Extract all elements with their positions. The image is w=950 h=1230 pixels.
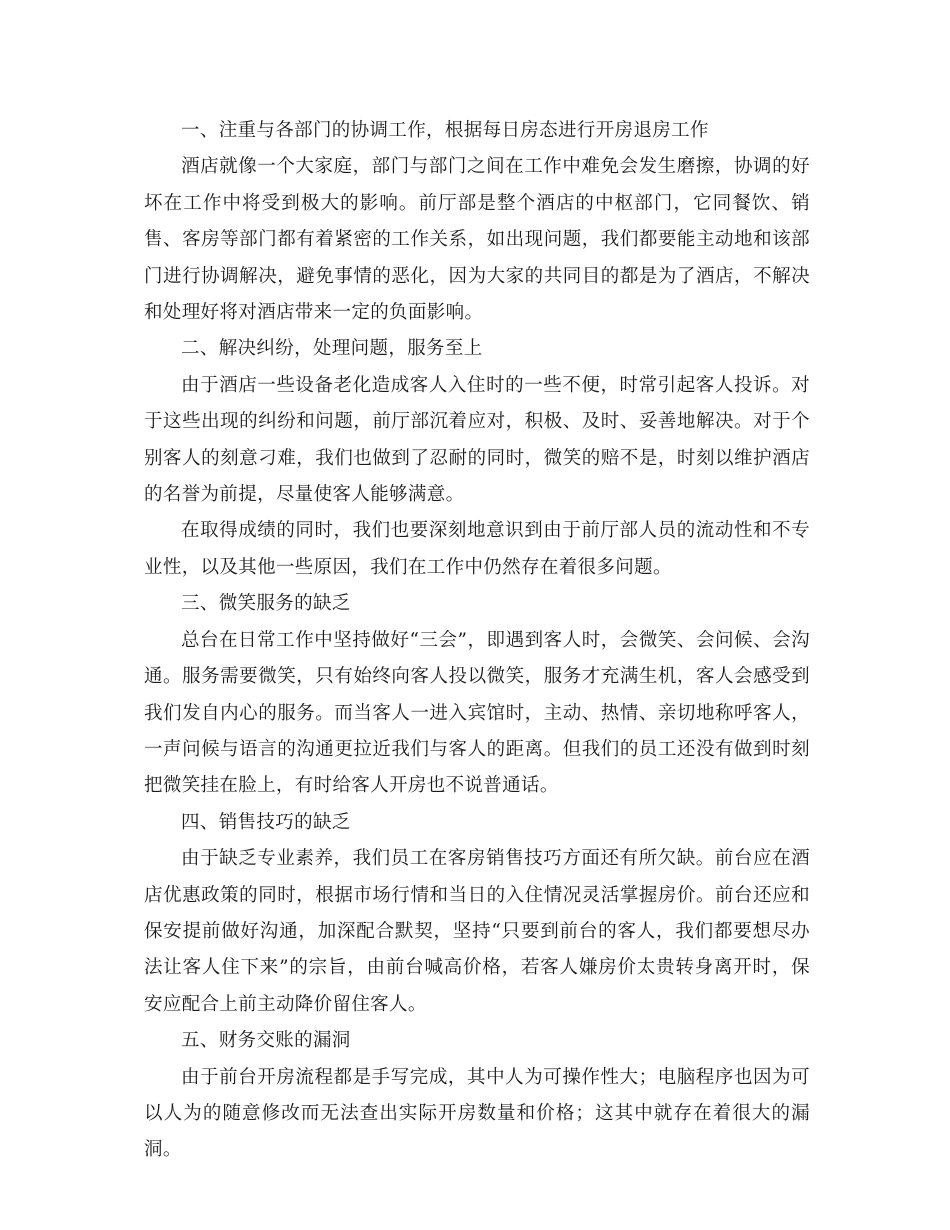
paragraph-1: 酒店就像一个大家庭，部门与部门之间在工作中难免会发生磨擦，协调的好坏在工作中将受到极大的影响。前厅部是整个酒店的中枢部门，它同餐饮、销售、客房等部门都有着紧密的工作关系，如出现问题，我们都要能主动地和该部门进行协调解决，避免事情的恶化，因为大家的共同目的都是为了酒店，不解决和处理好将对酒店带来一定的负面影响。: [144, 156, 810, 324]
section-heading-5: 五、财务交账的漏洞: [181, 1030, 351, 1052]
paragraph-5: 由于缺乏专业素养，我们员工在客房销售技巧方面还有所欠缺。前台应在酒店优惠政策的同时，根据市场行情和当日的入住情况灵活掌握房价。前台还应和保安提前做好沟通，加深配合默契，坚持“只要到前台的客人，我们都要想尽办法让客人住下来”的宗旨，由前台喊高价格，若客人嫌房价太贵转身离开时，保安应配合上前主动降价留住客人。: [144, 848, 810, 1015]
paragraph-6: 由于前台开房流程都是手写完成，其中人为可操作性大；电脑程序也因为可以人为的随意修改而无法查出实际开房数量和价格；这其中就存在着很大的漏洞。: [144, 1066, 810, 1161]
paragraph-2: 由于酒店一些设备老化造成客人入住时的一些不便，时常引起客人投诉。对于这些出现的纠纷和问题，前厅部沉着应对，积极、及时、妥善地解决。对于个别客人的刻意刁难，我们也做到了忍耐的同时，微笑的赔不是，时刻以维护酒店的名誉为前提，尽量使客人能够满意。: [144, 374, 810, 506]
section-heading-3: 三、微笑服务的缺乏: [181, 593, 351, 615]
document-body: [144, 113, 810, 1169]
section-heading-4: 四、销售技巧的缺乏: [181, 811, 351, 833]
section-heading-1: 一、注重与各部门的协调工作，根据每日房态进行开房退房工作: [181, 120, 709, 141]
paragraph-4: 总台在日常工作中坚持做好“三会”，即遇到客人时，会微笑、会问候、会沟通。服务需要微笑，只有始终向客人投以微笑，服务才充满生机，客人会感受到我们发自内心的服务。而当客人一进入宾馆时，主动、热情、亲切地称呼客人，一声问候与语言的沟通更拉近我们与客人的距离。但我们的员工还没有做到时刻把微笑挂在脸上，有时给客人开房也不说普通话。: [144, 629, 810, 797]
paragraph-3: 在取得成绩的同时，我们也要深刻地意识到由于前厅部人员的流动性和不专业性，以及其他一些原因，我们在工作中仍然存在着很多问题。: [144, 520, 810, 578]
section-heading-2: 二、解决纠纷，处理问题，服务至上: [181, 338, 483, 360]
